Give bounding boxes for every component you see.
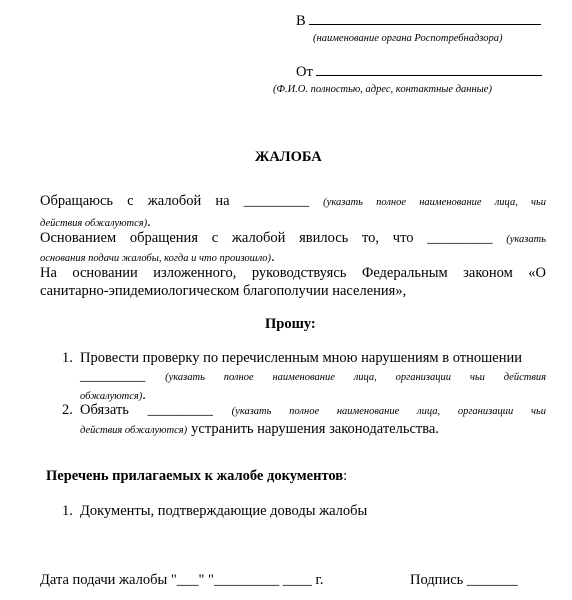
request-2-line1: [80, 402, 546, 419]
para2-hint-a: (указать: [506, 234, 547, 245]
request-2-num: 2.: [62, 402, 73, 418]
para2-hint-b: основания подачи жалобы, когда и что произошло): [40, 253, 272, 264]
para2-line1: [40, 230, 546, 247]
para1-hint-b: действия обжалуются): [40, 218, 148, 229]
document-title: ЖАЛОБА: [255, 149, 322, 165]
request-1-blank: _________: [80, 368, 146, 384]
attachment-1-num: 1.: [62, 503, 73, 519]
request-1-hint-b: обжалуются): [80, 391, 143, 402]
to-line: [296, 13, 541, 30]
request-1-hint-a: (указать полное наименование лица, организации чьи действия: [165, 372, 547, 383]
request-heading: Прошу:: [265, 316, 316, 332]
request-1-line1: Провести проверку по перечисленным мною нарушениям в отношении: [80, 350, 522, 366]
request-2-text: Обязать: [80, 402, 129, 418]
para1-hint-a: (указать полное наименование лица, чьи: [323, 197, 547, 208]
request-2-hint-a: (указать полное наименование лица, организации чьи: [231, 406, 547, 417]
request-1-line3: обжалуются).: [80, 387, 146, 403]
signature-label: Подпись: [410, 572, 464, 588]
para2-text: Основанием обращения с жалобой явилось то, что: [40, 230, 414, 246]
to-underline: [309, 23, 541, 25]
request-1-num: 1.: [62, 350, 73, 366]
attachment-1-text: Документы, подтверждающие доводы жалобы: [80, 503, 368, 519]
to-hint: (наименование органа Роспотребнадзора): [313, 33, 503, 44]
para3-line1: На основании изложенного, руководствуясь Федеральным законом «О: [40, 265, 546, 281]
from-hint: (Ф.И.О. полностью, адрес, контактные данные): [273, 84, 492, 95]
request-2-blank: _________: [147, 402, 213, 418]
from-underline: [316, 74, 542, 76]
from-line: [296, 64, 542, 81]
para1-text: Обращаюсь с жалобой на: [40, 193, 230, 209]
signature-line: [410, 572, 518, 589]
para1-blank: _________: [243, 193, 309, 209]
para1-line1: [40, 193, 546, 210]
attachments-heading: Перечень прилагаемых к жалобе документов:: [46, 468, 348, 484]
para2-blank: _________: [427, 230, 493, 246]
request-2-line2: [80, 420, 439, 438]
para2-line2: основания подачи жалобы, когда и что произошло).: [40, 249, 275, 265]
date-label: Дата подачи жалобы "___" "_________ ____ г.: [40, 572, 324, 588]
request-1-line2: [80, 368, 546, 385]
para3-line2: санитарно-эпидемиологическом благополучии населения»,: [40, 283, 407, 299]
to-prefix: В: [296, 13, 306, 29]
para1-line2: действия обжалуются).: [40, 214, 151, 230]
signature-blank: _______: [466, 572, 518, 588]
from-prefix: От: [296, 64, 313, 80]
request-2-hint-b: действия обжалуются): [80, 425, 188, 436]
request-2-tail: устранить нарушения законодательства.: [191, 421, 439, 437]
